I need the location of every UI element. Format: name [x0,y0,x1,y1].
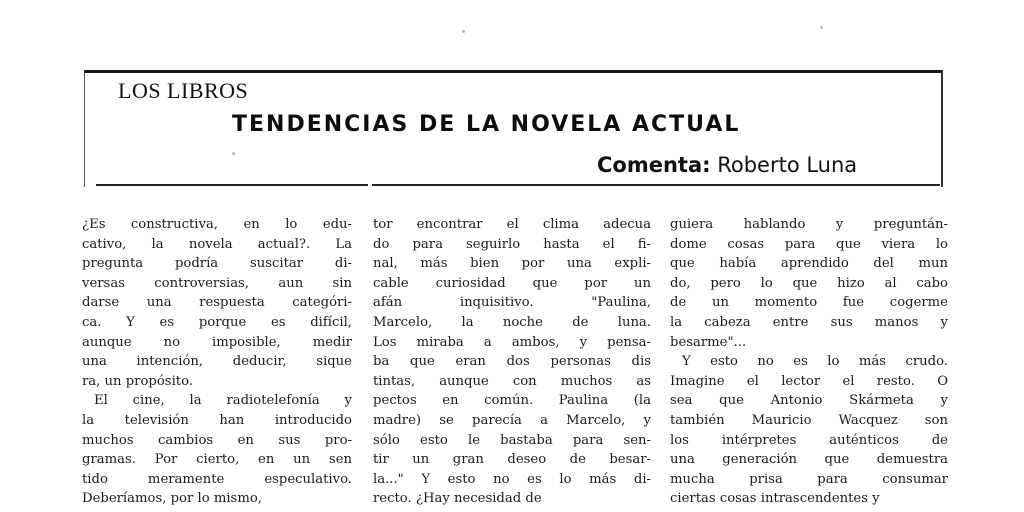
section-label: LOS LIBROS [118,78,249,103]
byline-author: Roberto Luna [717,153,858,177]
article-column-1 [82,215,352,509]
article-line: Imagine el lector el resto. O [670,373,948,389]
article-line: muchos cambios en sus pro- [82,432,352,448]
article-line: nal, más bien por una expli- [373,256,651,272]
article-column-3 [670,215,948,509]
article-line: Y esto no es lo más crudo. [682,354,948,370]
byline [597,153,857,177]
article-line: de un momento fue cogerme [670,295,948,311]
article-line: también Mauricio Wacquez son [670,412,948,428]
article-line: tintas, aunque con muchos as [373,373,651,389]
article-line: ¿Es constructiva, en lo edu- [82,217,352,232]
article-line: tor encontrar el clima adecua [373,217,651,232]
article-line: versas controversias, aun sin [82,275,352,291]
article-line: la televisión han introducido [82,412,352,428]
article-line: besarme"... [670,334,747,350]
article-line: ba que eran dos personas dis [373,354,651,370]
article-line: Deberíamos, por lo mismo, [82,491,262,507]
article-line: recto. ¿Hay necesidad de [373,491,542,507]
article-line: que había aprendido del mun [670,256,948,272]
article-line: El cine, la radiotelefonía y [94,393,352,409]
article-line: do, pero lo que hizo al cabo [670,275,948,291]
article-title: TENDENCIAS DE LA NOVELA ACTUAL [232,112,741,137]
article-line: tir un gran deseo de besar- [373,452,651,468]
article-line: ca. Y es porque es difícil, [82,314,352,330]
header-bottom-rule-right [372,184,940,186]
article-line: darse una respuesta categóri- [82,295,352,311]
print-speck [462,30,465,33]
print-speck [820,26,823,29]
article-column-2 [373,215,651,509]
article-line: Los miraba a ambos, y pensa- [373,334,651,350]
article-line: afán inquisitivo. "Paulina, [373,295,651,311]
article-line: mucha prisa para consumar [670,471,948,487]
article-line: sólo esto le bastaba para sen- [373,432,651,448]
article-line: cable curiosidad que por un [373,275,651,291]
article-line: do para seguirlo hasta el fi- [373,236,651,252]
article-line: Marcelo, la noche de luna. [373,314,651,330]
article-line: pregunta podría suscitar di- [82,256,352,272]
print-speck [232,152,235,155]
article-line: ciertas cosas intrascendentes y [670,491,880,507]
article-line: sea que Antonio Skármeta y [670,393,948,409]
article-line: guiera hablando y preguntán- [670,217,948,232]
article-line: madre) se parecía a Marcelo, y [373,412,651,428]
article-line: una intención, deducir, sique [82,354,352,370]
byline-label: Comenta: [597,153,711,177]
article-line: ra, un propósito. [82,373,193,389]
article-line: los intérpretes auténticos de [670,432,948,448]
article-line: la cabeza entre sus manos y [670,314,948,330]
article-line: tido meramente especulativo. [82,471,352,487]
article-line: pectos en común. Paulina (la [373,393,651,409]
header-bottom-rule-left [96,184,368,186]
article-line: cativo, la novela actual?. La [82,236,352,252]
article-line: aunque no imposible, medir [82,334,352,350]
article-line: gramas. Por cierto, en un sen [82,452,352,468]
article-line: dome cosas para que viera lo [670,236,948,252]
article-line: la..." Y esto no es lo más di- [373,471,651,487]
article-line: una generación que demuestra [670,452,948,468]
